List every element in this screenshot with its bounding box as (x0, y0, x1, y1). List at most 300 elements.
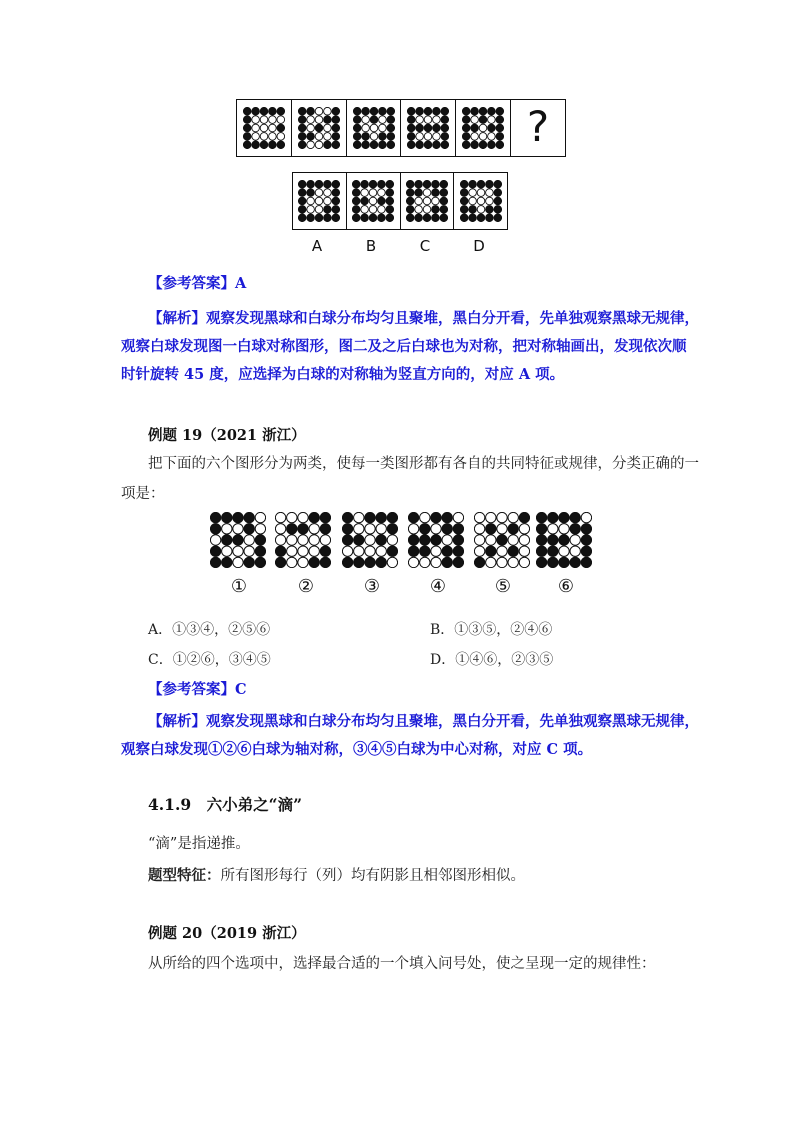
option-label-d: D (473, 237, 485, 255)
question-mark: ? (526, 102, 550, 151)
grid-ball (369, 214, 377, 222)
section-heading: 4.1.9 六小弟之“滴” (148, 795, 302, 814)
grid-ball (309, 546, 319, 556)
grid-ball (323, 141, 331, 149)
grid-ball (420, 512, 430, 522)
grid-ball (307, 197, 315, 205)
grid-ball (386, 206, 394, 214)
grid-ball (433, 141, 441, 149)
grid-ball (581, 557, 591, 567)
grid-ball (494, 214, 502, 222)
grid-ball (332, 214, 340, 222)
grid-ball (468, 197, 476, 205)
grid-ball (287, 524, 297, 534)
grid-ball (298, 512, 308, 522)
grid-ball (320, 557, 330, 567)
grid-ball (441, 133, 449, 141)
grid-ball (479, 141, 487, 149)
grid-ball (353, 124, 361, 132)
analysis-label: 【解析】 (148, 310, 206, 327)
grid-ball (496, 133, 504, 141)
grid-ball (485, 214, 493, 222)
grid-ball (315, 124, 323, 132)
grid-ball (488, 107, 496, 115)
q19-stem-line-1: 把下面的六个图形分为两类，使每一类图形都有各自的共同特征或规律，分类正确的一 (148, 456, 699, 472)
grid-ball (423, 214, 431, 222)
grid-ball (342, 512, 352, 522)
grid-ball (460, 189, 468, 197)
grid-ball (378, 124, 386, 132)
grid-ball (548, 546, 558, 556)
grid-ball (376, 546, 386, 556)
grid-ball (255, 535, 265, 545)
grid-ball (477, 189, 485, 197)
grid-ball (316, 206, 324, 214)
grid-ball (387, 133, 395, 141)
grid-ball (387, 107, 395, 115)
grid-ball (471, 141, 479, 149)
grid-ball (323, 133, 331, 141)
grid-ball (431, 206, 439, 214)
grid-ball (441, 124, 449, 132)
q18-answer (148, 270, 246, 297)
grid-ball (497, 535, 507, 545)
grid-ball (324, 197, 332, 205)
figure-number-2: ② (297, 576, 315, 597)
figure-number-3: ③ (363, 576, 381, 597)
grid-ball (361, 107, 369, 115)
grid-ball (354, 524, 364, 534)
grid-ball (508, 524, 518, 534)
grid-ball (488, 133, 496, 141)
grid-ball (369, 206, 377, 214)
grid-ball (275, 524, 285, 534)
grid-ball (353, 133, 361, 141)
grid-ball (581, 535, 591, 545)
grid-ball (298, 116, 306, 124)
classification-figure-3 (342, 512, 398, 568)
grid-ball (408, 546, 418, 556)
grid-ball (442, 524, 452, 534)
grid-ball (370, 124, 378, 132)
grid-ball (581, 524, 591, 534)
grid-ball (486, 524, 496, 534)
grid-ball (433, 124, 441, 132)
grid-ball (442, 546, 452, 556)
q20-stem: 从所给的四个选项中，选择最合适的一个填入问号处，使之呈现一定的规律性： (148, 956, 656, 972)
grid-ball (406, 214, 414, 222)
grid-ball (269, 116, 277, 124)
grid-ball (316, 197, 324, 205)
grid-ball (316, 214, 324, 222)
grid-ball (244, 557, 254, 567)
grid-ball (320, 546, 330, 556)
grid-ball (423, 180, 431, 188)
grid-ball (536, 546, 546, 556)
dot-grid-figure (298, 107, 340, 149)
choice-b[interactable]: B．①③⑤，②④⑥ (430, 622, 553, 638)
grid-ball (508, 546, 518, 556)
grid-ball (233, 546, 243, 556)
grid-ball (269, 133, 277, 141)
grid-ball (477, 214, 485, 222)
grid-ball (320, 524, 330, 534)
grid-ball (440, 214, 448, 222)
dot-grid-figure (352, 180, 394, 222)
q19-analysis-line-2: 观察白球发现①②⑥白球为轴对称，③④⑤白球为中心对称，对应 C 项。 (121, 741, 593, 758)
grid-ball (468, 214, 476, 222)
grid-ball (479, 116, 487, 124)
grid-ball (361, 189, 369, 197)
grid-ball (298, 141, 306, 149)
grid-ball (376, 524, 386, 534)
grid-ball (243, 133, 251, 141)
grid-ball (353, 189, 361, 197)
grid-ball (277, 133, 285, 141)
grid-ball (408, 133, 416, 141)
grid-ball (387, 512, 397, 522)
grid-ball (453, 546, 463, 556)
grid-ball (431, 180, 439, 188)
figure-number-5: ⑤ (494, 576, 512, 597)
grid-ball (365, 535, 375, 545)
grid-ball (471, 107, 479, 115)
grid-ball (233, 512, 243, 522)
dot-grid-figure (353, 107, 395, 149)
grid-ball (486, 512, 496, 522)
grid-ball (479, 124, 487, 132)
grid-ball (378, 107, 386, 115)
grid-ball (406, 180, 414, 188)
grid-ball (252, 107, 260, 115)
grid-ball (536, 524, 546, 534)
grid-ball (570, 546, 580, 556)
grid-ball (494, 206, 502, 214)
grid-ball (497, 524, 507, 534)
grid-ball (320, 512, 330, 522)
grid-ball (420, 557, 430, 567)
grid-ball (269, 124, 277, 132)
dot-grid-figure (298, 180, 340, 222)
figure-cell-3 (347, 100, 402, 156)
grid-ball (298, 133, 306, 141)
grid-ball (309, 557, 319, 567)
grid-ball (299, 197, 307, 205)
grid-ball (376, 535, 386, 545)
grid-ball (275, 512, 285, 522)
grid-ball (353, 197, 361, 205)
grid-ball (307, 116, 315, 124)
figure-number-6: ⑥ (557, 576, 575, 597)
grid-ball (255, 557, 265, 567)
grid-ball (519, 557, 529, 567)
grid-ball (425, 124, 433, 132)
grid-ball (442, 535, 452, 545)
grid-ball (353, 107, 361, 115)
grid-ball (369, 180, 377, 188)
grid-ball (353, 141, 361, 149)
grid-ball (570, 524, 580, 534)
grid-ball (387, 141, 395, 149)
grid-ball (316, 189, 324, 197)
grid-ball (332, 141, 340, 149)
grid-ball (287, 557, 297, 567)
grid-ball (559, 546, 569, 556)
dot-grid-figure (243, 107, 285, 149)
option-cell-b[interactable] (347, 173, 401, 229)
grid-ball (324, 189, 332, 197)
q18-analysis-line-1 (148, 305, 699, 332)
option-cell-d[interactable] (454, 173, 507, 229)
grid-ball (387, 557, 397, 567)
grid-ball (559, 512, 569, 522)
grid-ball (315, 141, 323, 149)
grid-ball (210, 557, 220, 567)
grid-ball (307, 124, 315, 132)
grid-ball (441, 141, 449, 149)
grid-ball (361, 124, 369, 132)
grid-ball (269, 107, 277, 115)
grid-ball (260, 124, 268, 132)
grid-ball (277, 107, 285, 115)
grid-ball (408, 557, 418, 567)
grid-ball (332, 107, 340, 115)
grid-ball (420, 524, 430, 534)
grid-ball (570, 535, 580, 545)
q19-stem-line-2: 项是： (121, 486, 165, 502)
grid-ball (376, 512, 386, 522)
grid-ball (255, 546, 265, 556)
grid-ball (307, 189, 315, 197)
choice-a[interactable]: A．①③④，②⑤⑥ (148, 622, 271, 638)
grid-ball (361, 180, 369, 188)
choice-c[interactable]: C．①②⑥，③④⑤ (148, 652, 271, 668)
grid-ball (463, 116, 471, 124)
grid-ball (275, 535, 285, 545)
grid-ball (415, 197, 423, 205)
classification-figure-1 (210, 512, 266, 568)
grid-ball (370, 107, 378, 115)
grid-ball (408, 124, 416, 132)
q18-analysis-line-3: 时针旋转 45 度，应选择为白球的对称轴为竖直方向的，对应 A 项。 (121, 366, 565, 383)
grid-ball (415, 214, 423, 222)
grid-ball (460, 180, 468, 188)
grid-ball (408, 535, 418, 545)
classification-figure-5 (474, 512, 530, 568)
grid-ball (365, 557, 375, 567)
grid-ball (277, 116, 285, 124)
classification-figure-2 (275, 512, 331, 568)
grid-ball (255, 524, 265, 534)
grid-ball (570, 512, 580, 522)
grid-ball (386, 214, 394, 222)
grid-ball (471, 124, 479, 132)
grid-ball (485, 180, 493, 188)
grid-ball (210, 512, 220, 522)
grid-ball (307, 206, 315, 214)
grid-ball (468, 189, 476, 197)
grid-ball (387, 116, 395, 124)
grid-ball (298, 524, 308, 534)
grid-ball (316, 180, 324, 188)
q19-answer (148, 676, 247, 703)
grid-ball (369, 197, 377, 205)
grid-ball (307, 141, 315, 149)
grid-ball (277, 124, 285, 132)
grid-ball (425, 133, 433, 141)
option-label-c: C (419, 237, 431, 255)
grid-ball (370, 116, 378, 124)
grid-ball (536, 557, 546, 567)
grid-ball (497, 512, 507, 522)
grid-ball (485, 189, 493, 197)
grid-ball (416, 116, 424, 124)
grid-ball (453, 557, 463, 567)
grid-ball (474, 557, 484, 567)
grid-ball (277, 141, 285, 149)
grid-ball (463, 124, 471, 132)
grid-ball (332, 180, 340, 188)
grid-ball (353, 214, 361, 222)
analysis-label: 【解析】 (148, 713, 206, 730)
grid-ball (440, 189, 448, 197)
option-cell-a[interactable] (293, 173, 347, 229)
choice-d[interactable]: D．①④⑥，②③⑤ (430, 652, 554, 668)
grid-ball (243, 124, 251, 132)
grid-ball (474, 546, 484, 556)
grid-ball (485, 197, 493, 205)
grid-ball (361, 116, 369, 124)
grid-ball (298, 107, 306, 115)
grid-ball (460, 206, 468, 214)
grid-ball (323, 116, 331, 124)
grid-ball (548, 524, 558, 534)
grid-ball (581, 512, 591, 522)
figure-cell-2 (292, 100, 347, 156)
answer-label: 【参考答案】 (148, 681, 235, 698)
grid-ball (354, 512, 364, 522)
grid-ball (496, 107, 504, 115)
option-cell-c[interactable] (401, 173, 455, 229)
grid-ball (354, 557, 364, 567)
grid-ball (431, 557, 441, 567)
grid-ball (252, 116, 260, 124)
grid-ball (508, 557, 518, 567)
grid-ball (307, 180, 315, 188)
analysis-text: 观察发现黑球和白球分布均匀且聚堆，黑白分开看，先单独观察黑球无规律， (206, 310, 699, 327)
figure-number-1: ① (230, 576, 248, 597)
dot-grid-figure (406, 180, 448, 222)
grid-ball (323, 124, 331, 132)
grid-ball (299, 206, 307, 214)
grid-ball (378, 180, 386, 188)
grid-ball (440, 180, 448, 188)
grid-ball (370, 141, 378, 149)
grid-ball (252, 124, 260, 132)
grid-ball (233, 557, 243, 567)
grid-ball (369, 189, 377, 197)
grid-ball (463, 141, 471, 149)
section-definition: “滴”是指递推。 (148, 836, 250, 852)
grid-ball (479, 133, 487, 141)
grid-ball (408, 116, 416, 124)
grid-ball (453, 512, 463, 522)
grid-ball (370, 133, 378, 141)
grid-ball (477, 197, 485, 205)
grid-ball (416, 133, 424, 141)
q18-analysis-line-2: 观察白球发现图一白球对称图形，图二及之后白球也为对称，把对称轴画出，发现依次顺 (121, 338, 687, 355)
classification-figure-6 (536, 512, 592, 568)
q19-title: 例题 19（2021 浙江） (148, 427, 306, 444)
grid-ball (222, 535, 232, 545)
grid-ball (416, 124, 424, 132)
grid-ball (324, 180, 332, 188)
grid-ball (386, 189, 394, 197)
grid-ball (332, 206, 340, 214)
grid-ball (442, 557, 452, 567)
grid-ball (431, 512, 441, 522)
grid-ball (378, 141, 386, 149)
grid-ball (260, 107, 268, 115)
grid-ball (420, 546, 430, 556)
grid-ball (519, 535, 529, 545)
grid-ball (287, 546, 297, 556)
grid-ball (536, 535, 546, 545)
grid-ball (275, 546, 285, 556)
grid-ball (361, 133, 369, 141)
grid-ball (243, 116, 251, 124)
grid-ball (431, 546, 441, 556)
grid-ball (361, 214, 369, 222)
grid-ball (210, 524, 220, 534)
grid-ball (519, 524, 529, 534)
grid-ball (387, 524, 397, 534)
grid-ball (488, 116, 496, 124)
grid-ball (354, 535, 364, 545)
grid-ball (488, 141, 496, 149)
grid-ball (463, 133, 471, 141)
grid-ball (559, 524, 569, 534)
grid-ball (486, 535, 496, 545)
grid-ball (431, 189, 439, 197)
grid-ball (441, 107, 449, 115)
grid-ball (453, 535, 463, 545)
grid-ball (309, 512, 319, 522)
grid-ball (244, 512, 254, 522)
grid-ball (474, 535, 484, 545)
grid-ball (440, 197, 448, 205)
grid-ball (309, 535, 319, 545)
grid-ball (463, 107, 471, 115)
six-figure-row (210, 512, 590, 568)
grid-ball (488, 124, 496, 132)
grid-ball (477, 180, 485, 188)
grid-ball (324, 206, 332, 214)
grid-ball (536, 512, 546, 522)
dot-grid-figure (462, 107, 504, 149)
grid-ball (275, 557, 285, 567)
q20-title: 例题 20（2019 浙江） (148, 925, 306, 942)
grid-ball (496, 116, 504, 124)
grid-ball (287, 512, 297, 522)
grid-ball (378, 197, 386, 205)
grid-ball (471, 133, 479, 141)
grid-ball (423, 189, 431, 197)
grid-ball (442, 512, 452, 522)
grid-ball (361, 206, 369, 214)
figure-cell-question (511, 100, 565, 156)
grid-ball (298, 124, 306, 132)
